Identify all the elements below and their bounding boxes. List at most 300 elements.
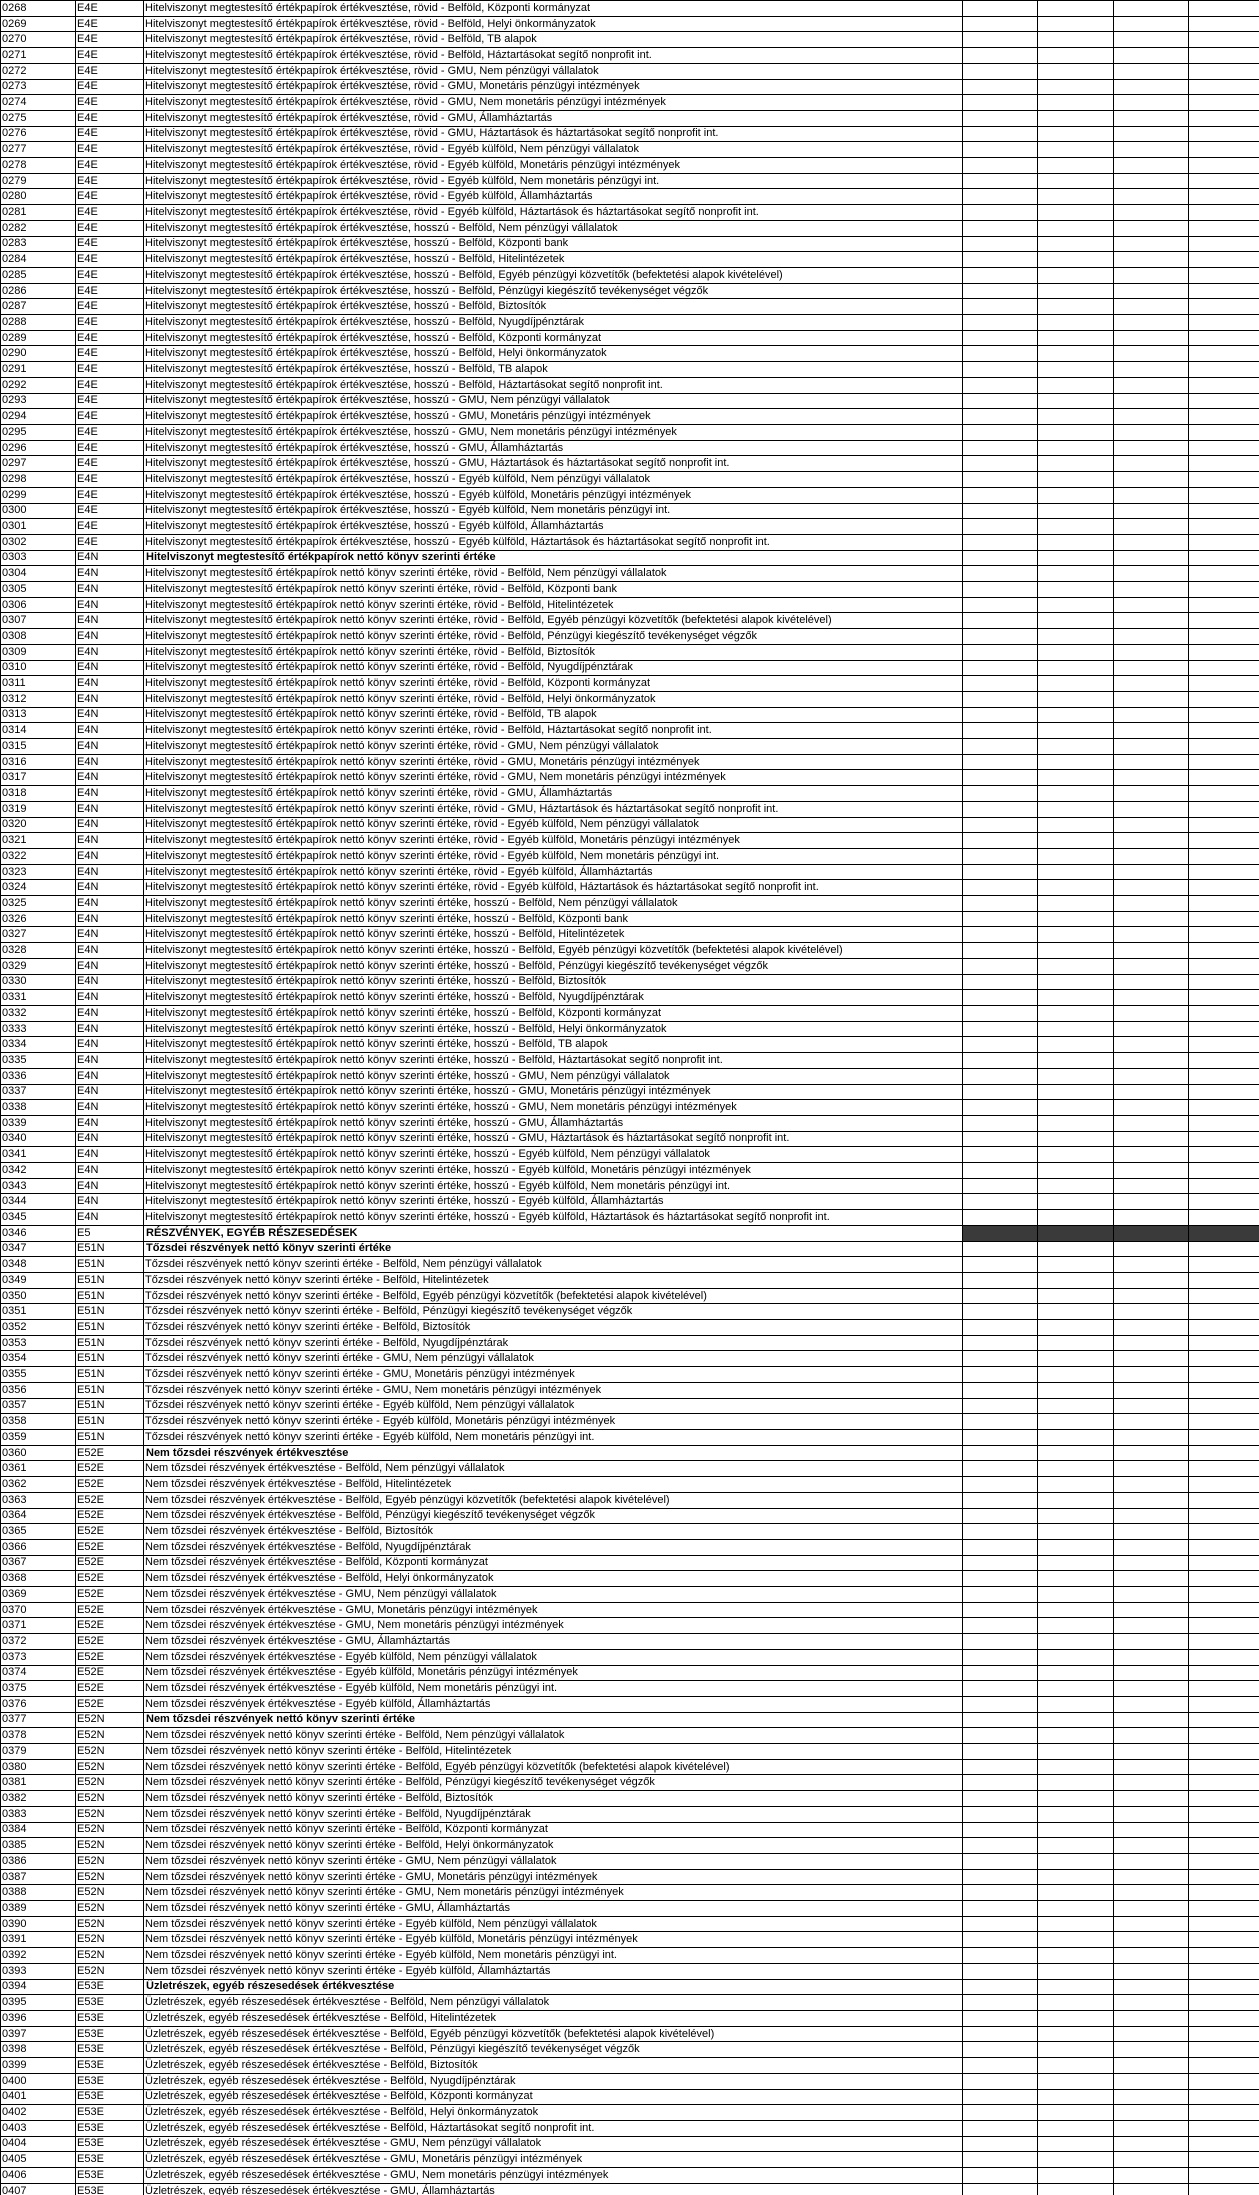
value-cell-2[interactable] — [1038, 1461, 1114, 1477]
value-cell-1[interactable] — [963, 739, 1038, 755]
value-cell-2[interactable] — [1038, 1791, 1114, 1807]
value-cell-1[interactable] — [963, 1869, 1038, 1885]
value-cell-4[interactable] — [1189, 660, 1259, 676]
value-cell-1[interactable] — [963, 1571, 1038, 1587]
value-cell-3[interactable] — [1114, 833, 1189, 849]
value-cell-1[interactable] — [963, 1068, 1038, 1084]
value-cell-4[interactable] — [1189, 958, 1259, 974]
value-cell-1[interactable] — [963, 2120, 1038, 2136]
value-cell-2[interactable] — [1038, 1210, 1114, 1226]
value-cell-2[interactable] — [1038, 1948, 1114, 1964]
value-cell-4[interactable] — [1189, 1853, 1259, 1869]
value-cell-2[interactable] — [1038, 2042, 1114, 2058]
value-cell-3[interactable] — [1114, 1555, 1189, 1571]
value-cell-4[interactable] — [1189, 1885, 1259, 1901]
value-cell-1[interactable] — [963, 1194, 1038, 1210]
value-cell-1[interactable] — [963, 1288, 1038, 1304]
value-cell-1[interactable] — [963, 1084, 1038, 1100]
value-cell-2[interactable] — [1038, 173, 1114, 189]
value-cell-4[interactable] — [1189, 1963, 1259, 1979]
value-cell-1[interactable] — [963, 1822, 1038, 1838]
value-cell-1[interactable] — [963, 95, 1038, 111]
value-cell-1[interactable] — [963, 2011, 1038, 2027]
value-cell-3[interactable] — [1114, 1131, 1189, 1147]
value-cell-1[interactable] — [963, 1618, 1038, 1634]
value-cell-2[interactable] — [1038, 1665, 1114, 1681]
value-cell-1[interactable] — [963, 236, 1038, 252]
value-cell-3[interactable] — [1114, 786, 1189, 802]
value-cell-1[interactable] — [963, 205, 1038, 221]
value-cell-4[interactable] — [1189, 1194, 1259, 1210]
value-cell-2[interactable] — [1038, 346, 1114, 362]
value-cell-3[interactable] — [1114, 377, 1189, 393]
value-cell-1[interactable] — [963, 487, 1038, 503]
value-cell-4[interactable] — [1189, 173, 1259, 189]
value-cell-4[interactable] — [1189, 2011, 1259, 2027]
value-cell-3[interactable] — [1114, 1869, 1189, 1885]
value-cell-2[interactable] — [1038, 267, 1114, 283]
value-cell-2[interactable] — [1038, 1571, 1114, 1587]
value-cell-1[interactable] — [963, 676, 1038, 692]
value-cell-4[interactable] — [1189, 1084, 1259, 1100]
value-cell-1[interactable] — [963, 1414, 1038, 1430]
value-cell-4[interactable] — [1189, 32, 1259, 48]
value-cell-1[interactable] — [963, 817, 1038, 833]
value-cell-4[interactable] — [1189, 63, 1259, 79]
value-cell-3[interactable] — [1114, 958, 1189, 974]
value-cell-3[interactable] — [1114, 896, 1189, 912]
value-cell-2[interactable] — [1038, 911, 1114, 927]
value-cell-1[interactable] — [963, 1100, 1038, 1116]
value-cell-3[interactable] — [1114, 1524, 1189, 1540]
value-cell-1[interactable] — [963, 911, 1038, 927]
value-cell-2[interactable] — [1038, 1492, 1114, 1508]
value-cell-1[interactable] — [963, 896, 1038, 912]
value-cell-1[interactable] — [963, 252, 1038, 268]
value-cell-4[interactable] — [1189, 1053, 1259, 1069]
value-cell-2[interactable] — [1038, 424, 1114, 440]
value-cell-4[interactable] — [1189, 330, 1259, 346]
value-cell-4[interactable] — [1189, 1351, 1259, 1367]
value-cell-4[interactable] — [1189, 1147, 1259, 1163]
value-cell-2[interactable] — [1038, 2168, 1114, 2184]
value-cell-3[interactable] — [1114, 63, 1189, 79]
value-cell-3[interactable] — [1114, 1791, 1189, 1807]
value-cell-4[interactable] — [1189, 1634, 1259, 1650]
value-cell-4[interactable] — [1189, 189, 1259, 205]
value-cell-1[interactable] — [963, 48, 1038, 64]
value-cell-2[interactable] — [1038, 1618, 1114, 1634]
value-cell-1[interactable] — [963, 456, 1038, 472]
value-cell-2[interactable] — [1038, 2089, 1114, 2105]
value-cell-3[interactable] — [1114, 48, 1189, 64]
value-cell-3[interactable] — [1114, 1178, 1189, 1194]
value-cell-1[interactable] — [963, 566, 1038, 582]
value-cell-1[interactable] — [963, 1257, 1038, 1273]
value-cell-1[interactable] — [963, 1037, 1038, 1053]
value-cell-1[interactable] — [963, 1477, 1038, 1493]
value-cell-3[interactable] — [1114, 582, 1189, 598]
value-cell-3[interactable] — [1114, 95, 1189, 111]
value-cell-3[interactable] — [1114, 472, 1189, 488]
value-cell-2[interactable] — [1038, 1508, 1114, 1524]
value-cell-2[interactable] — [1038, 2152, 1114, 2168]
value-cell-3[interactable] — [1114, 1649, 1189, 1665]
value-cell-3[interactable] — [1114, 1853, 1189, 1869]
value-cell-2[interactable] — [1038, 1445, 1114, 1461]
value-cell-2[interactable] — [1038, 79, 1114, 95]
value-cell-4[interactable] — [1189, 817, 1259, 833]
value-cell-1[interactable] — [963, 770, 1038, 786]
value-cell-3[interactable] — [1114, 424, 1189, 440]
value-cell-3[interactable] — [1114, 1304, 1189, 1320]
value-cell-3[interactable] — [1114, 566, 1189, 582]
value-cell-1[interactable] — [963, 409, 1038, 425]
value-cell-1[interactable] — [963, 864, 1038, 880]
value-cell-2[interactable] — [1038, 1853, 1114, 1869]
value-cell-1[interactable] — [963, 1304, 1038, 1320]
value-cell-3[interactable] — [1114, 739, 1189, 755]
value-cell-3[interactable] — [1114, 550, 1189, 566]
value-cell-2[interactable] — [1038, 1068, 1114, 1084]
value-cell-3[interactable] — [1114, 2136, 1189, 2152]
value-cell-2[interactable] — [1038, 393, 1114, 409]
value-cell-1[interactable] — [963, 990, 1038, 1006]
value-cell-2[interactable] — [1038, 1304, 1114, 1320]
value-cell-4[interactable] — [1189, 2120, 1259, 2136]
value-cell-1[interactable] — [963, 315, 1038, 331]
value-cell-2[interactable] — [1038, 2105, 1114, 2121]
value-cell-4[interactable] — [1189, 534, 1259, 550]
value-cell-2[interactable] — [1038, 1414, 1114, 1430]
value-cell-2[interactable] — [1038, 1021, 1114, 1037]
value-cell-1[interactable] — [963, 267, 1038, 283]
value-cell-1[interactable] — [963, 377, 1038, 393]
value-cell-3[interactable] — [1114, 754, 1189, 770]
value-cell-4[interactable] — [1189, 252, 1259, 268]
value-cell-4[interactable] — [1189, 2042, 1259, 2058]
value-cell-4[interactable] — [1189, 1320, 1259, 1336]
value-cell-3[interactable] — [1114, 1744, 1189, 1760]
value-cell-3[interactable] — [1114, 1163, 1189, 1179]
value-cell-1[interactable] — [963, 1115, 1038, 1131]
value-cell-2[interactable] — [1038, 644, 1114, 660]
value-cell-4[interactable] — [1189, 267, 1259, 283]
value-cell-2[interactable] — [1038, 1649, 1114, 1665]
value-cell-1[interactable] — [963, 1555, 1038, 1571]
value-cell-4[interactable] — [1189, 1681, 1259, 1697]
value-cell-1[interactable] — [963, 660, 1038, 676]
value-cell-1[interactable] — [963, 1, 1038, 17]
value-cell-4[interactable] — [1189, 346, 1259, 362]
value-cell-1[interactable] — [963, 534, 1038, 550]
value-cell-2[interactable] — [1038, 943, 1114, 959]
value-cell-3[interactable] — [1114, 2152, 1189, 2168]
value-cell-2[interactable] — [1038, 1272, 1114, 1288]
value-cell-4[interactable] — [1189, 676, 1259, 692]
value-cell-4[interactable] — [1189, 2026, 1259, 2042]
value-cell-3[interactable] — [1114, 1712, 1189, 1728]
value-cell-4[interactable] — [1189, 1021, 1259, 1037]
value-cell-2[interactable] — [1038, 1398, 1114, 1414]
value-cell-2[interactable] — [1038, 377, 1114, 393]
value-cell-4[interactable] — [1189, 299, 1259, 315]
value-cell-2[interactable] — [1038, 2011, 1114, 2027]
value-cell-3[interactable] — [1114, 1901, 1189, 1917]
value-cell-1[interactable] — [963, 1163, 1038, 1179]
value-cell-1[interactable] — [963, 1006, 1038, 1022]
value-cell-1[interactable] — [963, 346, 1038, 362]
value-cell-3[interactable] — [1114, 267, 1189, 283]
value-cell-4[interactable] — [1189, 1272, 1259, 1288]
value-cell-3[interactable] — [1114, 393, 1189, 409]
value-cell-2[interactable] — [1038, 220, 1114, 236]
value-cell-3[interactable] — [1114, 1602, 1189, 1618]
value-cell-3[interactable] — [1114, 487, 1189, 503]
value-cell-3[interactable] — [1114, 503, 1189, 519]
value-cell-3[interactable] — [1114, 1084, 1189, 1100]
value-cell-1[interactable] — [963, 173, 1038, 189]
value-cell-2[interactable] — [1038, 1916, 1114, 1932]
value-cell-2[interactable] — [1038, 1382, 1114, 1398]
value-cell-2[interactable] — [1038, 597, 1114, 613]
value-cell-1[interactable] — [963, 158, 1038, 174]
value-cell-2[interactable] — [1038, 32, 1114, 48]
value-cell-2[interactable] — [1038, 1838, 1114, 1854]
value-cell-3[interactable] — [1114, 1618, 1189, 1634]
value-cell-4[interactable] — [1189, 1257, 1259, 1273]
value-cell-1[interactable] — [963, 1853, 1038, 1869]
value-cell-2[interactable] — [1038, 2026, 1114, 2042]
value-cell-3[interactable] — [1114, 1963, 1189, 1979]
value-cell-2[interactable] — [1038, 503, 1114, 519]
value-cell-4[interactable] — [1189, 1508, 1259, 1524]
value-cell-1[interactable] — [963, 1744, 1038, 1760]
value-cell-3[interactable] — [1114, 2120, 1189, 2136]
value-cell-4[interactable] — [1189, 1100, 1259, 1116]
value-cell-2[interactable] — [1038, 1696, 1114, 1712]
value-cell-2[interactable] — [1038, 456, 1114, 472]
value-cell-3[interactable] — [1114, 1775, 1189, 1791]
value-cell-1[interactable] — [963, 1587, 1038, 1603]
value-cell-2[interactable] — [1038, 1257, 1114, 1273]
value-cell-1[interactable] — [963, 2026, 1038, 2042]
value-cell-1[interactable] — [963, 880, 1038, 896]
value-cell-2[interactable] — [1038, 409, 1114, 425]
value-cell-1[interactable] — [963, 958, 1038, 974]
value-cell-3[interactable] — [1114, 1885, 1189, 1901]
value-cell-3[interactable] — [1114, 346, 1189, 362]
value-cell-1[interactable] — [963, 299, 1038, 315]
value-cell-4[interactable] — [1189, 1696, 1259, 1712]
value-cell-3[interactable] — [1114, 534, 1189, 550]
value-cell-4[interactable] — [1189, 754, 1259, 770]
value-cell-2[interactable] — [1038, 252, 1114, 268]
value-cell-3[interactable] — [1114, 2042, 1189, 2058]
value-cell-3[interactable] — [1114, 1932, 1189, 1948]
value-cell-3[interactable] — [1114, 1916, 1189, 1932]
value-cell-4[interactable] — [1189, 1115, 1259, 1131]
value-cell-3[interactable] — [1114, 660, 1189, 676]
value-cell-4[interactable] — [1189, 1445, 1259, 1461]
value-cell-4[interactable] — [1189, 1131, 1259, 1147]
value-cell-1[interactable] — [963, 1508, 1038, 1524]
value-cell-3[interactable] — [1114, 1508, 1189, 1524]
value-cell-2[interactable] — [1038, 1053, 1114, 1069]
value-cell-3[interactable] — [1114, 173, 1189, 189]
value-cell-1[interactable] — [963, 2152, 1038, 2168]
value-cell-1[interactable] — [963, 1053, 1038, 1069]
value-cell-3[interactable] — [1114, 236, 1189, 252]
value-cell-3[interactable] — [1114, 299, 1189, 315]
value-cell-4[interactable] — [1189, 158, 1259, 174]
value-cell-3[interactable] — [1114, 1021, 1189, 1037]
value-cell-4[interactable] — [1189, 1571, 1259, 1587]
value-cell-3[interactable] — [1114, 79, 1189, 95]
value-cell-2[interactable] — [1038, 1131, 1114, 1147]
value-cell-4[interactable] — [1189, 864, 1259, 880]
value-cell-1[interactable] — [963, 927, 1038, 943]
value-cell-1[interactable] — [963, 1696, 1038, 1712]
value-cell-1[interactable] — [963, 1995, 1038, 2011]
value-cell-1[interactable] — [963, 723, 1038, 739]
value-cell-2[interactable] — [1038, 142, 1114, 158]
value-cell-2[interactable] — [1038, 550, 1114, 566]
value-cell-2[interactable] — [1038, 1477, 1114, 1493]
value-cell-4[interactable] — [1189, 974, 1259, 990]
value-cell-4[interactable] — [1189, 613, 1259, 629]
value-cell-3[interactable] — [1114, 1728, 1189, 1744]
value-cell-4[interactable] — [1189, 1901, 1259, 1917]
value-cell-4[interactable] — [1189, 2073, 1259, 2089]
value-cell-1[interactable] — [963, 79, 1038, 95]
value-cell-3[interactable] — [1114, 1210, 1189, 1226]
value-cell-4[interactable] — [1189, 48, 1259, 64]
value-cell-1[interactable] — [963, 1272, 1038, 1288]
value-cell-2[interactable] — [1038, 1524, 1114, 1540]
value-cell-1[interactable] — [963, 2089, 1038, 2105]
value-cell-1[interactable] — [963, 126, 1038, 142]
value-cell-2[interactable] — [1038, 440, 1114, 456]
value-cell-2[interactable] — [1038, 1712, 1114, 1728]
value-cell-2[interactable] — [1038, 613, 1114, 629]
value-cell-1[interactable] — [963, 424, 1038, 440]
value-cell-2[interactable] — [1038, 848, 1114, 864]
value-cell-4[interactable] — [1189, 597, 1259, 613]
value-cell-4[interactable] — [1189, 2089, 1259, 2105]
value-cell-4[interactable] — [1189, 880, 1259, 896]
value-cell-3[interactable] — [1114, 2168, 1189, 2184]
value-cell-2[interactable] — [1038, 801, 1114, 817]
value-cell-1[interactable] — [963, 1445, 1038, 1461]
value-cell-3[interactable] — [1114, 691, 1189, 707]
value-cell-1[interactable] — [963, 283, 1038, 299]
value-cell-3[interactable] — [1114, 1681, 1189, 1697]
value-cell-3[interactable] — [1114, 1351, 1189, 1367]
value-cell-2[interactable] — [1038, 1037, 1114, 1053]
value-cell-3[interactable] — [1114, 1665, 1189, 1681]
value-cell-4[interactable] — [1189, 1461, 1259, 1477]
value-cell-3[interactable] — [1114, 676, 1189, 692]
value-cell-2[interactable] — [1038, 519, 1114, 535]
value-cell-4[interactable] — [1189, 1539, 1259, 1555]
value-cell-2[interactable] — [1038, 958, 1114, 974]
value-cell-4[interactable] — [1189, 1948, 1259, 1964]
value-cell-4[interactable] — [1189, 1398, 1259, 1414]
value-cell-2[interactable] — [1038, 1555, 1114, 1571]
value-cell-3[interactable] — [1114, 1634, 1189, 1650]
value-cell-1[interactable] — [963, 943, 1038, 959]
value-cell-3[interactable] — [1114, 864, 1189, 880]
value-cell-3[interactable] — [1114, 707, 1189, 723]
value-cell-3[interactable] — [1114, 1147, 1189, 1163]
value-cell-4[interactable] — [1189, 1006, 1259, 1022]
value-cell-4[interactable] — [1189, 770, 1259, 786]
value-cell-4[interactable] — [1189, 644, 1259, 660]
value-cell-4[interactable] — [1189, 424, 1259, 440]
value-cell-3[interactable] — [1114, 2089, 1189, 2105]
value-cell-2[interactable] — [1038, 1963, 1114, 1979]
value-cell-2[interactable] — [1038, 63, 1114, 79]
value-cell-3[interactable] — [1114, 220, 1189, 236]
value-cell-2[interactable] — [1038, 1901, 1114, 1917]
value-cell-4[interactable] — [1189, 456, 1259, 472]
value-cell-1[interactable] — [963, 362, 1038, 378]
value-cell-3[interactable] — [1114, 1367, 1189, 1383]
value-cell-2[interactable] — [1038, 472, 1114, 488]
value-cell-2[interactable] — [1038, 739, 1114, 755]
value-cell-3[interactable] — [1114, 723, 1189, 739]
value-cell-2[interactable] — [1038, 1759, 1114, 1775]
value-cell-2[interactable] — [1038, 629, 1114, 645]
value-cell-1[interactable] — [963, 1021, 1038, 1037]
value-cell-4[interactable] — [1189, 2152, 1259, 2168]
value-cell-4[interactable] — [1189, 1492, 1259, 1508]
value-cell-2[interactable] — [1038, 1351, 1114, 1367]
value-cell-4[interactable] — [1189, 1602, 1259, 1618]
value-cell-3[interactable] — [1114, 1194, 1189, 1210]
value-cell-4[interactable] — [1189, 393, 1259, 409]
value-cell-2[interactable] — [1038, 582, 1114, 598]
value-cell-2[interactable] — [1038, 1335, 1114, 1351]
value-cell-3[interactable] — [1114, 158, 1189, 174]
value-cell-2[interactable] — [1038, 2120, 1114, 2136]
value-cell-3[interactable] — [1114, 613, 1189, 629]
value-cell-4[interactable] — [1189, 1932, 1259, 1948]
value-cell-2[interactable] — [1038, 1147, 1114, 1163]
value-cell-1[interactable] — [963, 1963, 1038, 1979]
value-cell-1[interactable] — [963, 1461, 1038, 1477]
value-cell-4[interactable] — [1189, 896, 1259, 912]
value-cell-1[interactable] — [963, 1979, 1038, 1995]
value-cell-4[interactable] — [1189, 723, 1259, 739]
value-cell-3[interactable] — [1114, 1272, 1189, 1288]
value-cell-4[interactable] — [1189, 377, 1259, 393]
value-cell-1[interactable] — [963, 1791, 1038, 1807]
value-cell-4[interactable] — [1189, 315, 1259, 331]
value-cell-2[interactable] — [1038, 707, 1114, 723]
value-cell-2[interactable] — [1038, 1115, 1114, 1131]
value-cell-3[interactable] — [1114, 990, 1189, 1006]
value-cell-2[interactable] — [1038, 1885, 1114, 1901]
value-cell-1[interactable] — [963, 1320, 1038, 1336]
value-cell-2[interactable] — [1038, 880, 1114, 896]
value-cell-3[interactable] — [1114, 1100, 1189, 1116]
value-cell-4[interactable] — [1189, 739, 1259, 755]
value-cell-2[interactable] — [1038, 723, 1114, 739]
value-cell-3[interactable] — [1114, 1257, 1189, 1273]
value-cell-2[interactable] — [1038, 1084, 1114, 1100]
